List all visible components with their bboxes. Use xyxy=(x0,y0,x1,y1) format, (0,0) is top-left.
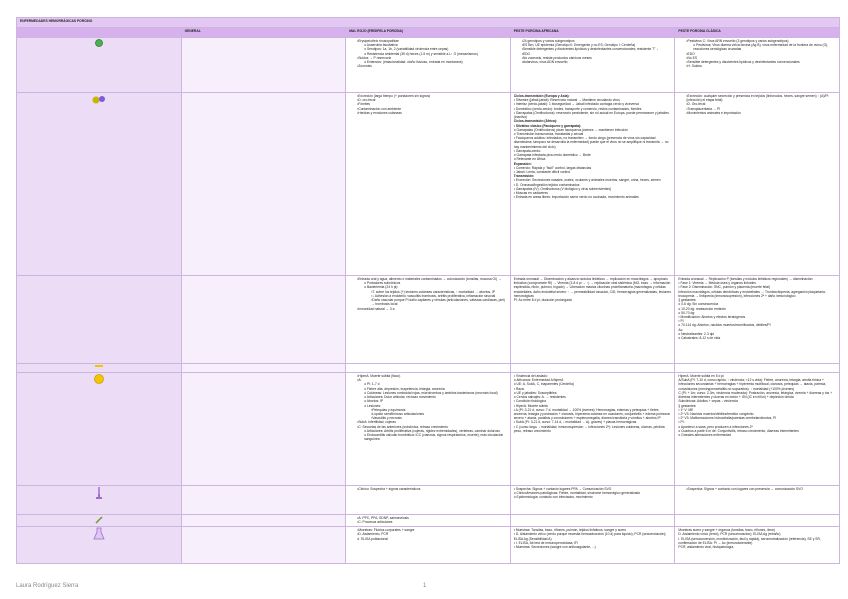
text-line: § gestantes: xyxy=(678,403,697,408)
header-row xyxy=(17,28,840,38)
row-icon-cell xyxy=(17,486,182,515)
list-item xyxy=(357,277,507,307)
bullet-list xyxy=(686,43,836,51)
text-line: HiperA: Muerte súbita en 5 d pi xyxy=(678,374,724,378)
list-item-text: Cutáneas: Lesiones romboidal rojas, microtrombos y ámbitos bacterianos (necrosis focal) xyxy=(366,390,498,395)
list-item xyxy=(693,43,836,51)
mal-rojo-cell xyxy=(346,276,511,364)
list-item xyxy=(686,111,836,115)
list-item xyxy=(357,425,507,442)
table-row xyxy=(17,515,840,527)
list-item-text: Abortos: IP xyxy=(366,399,384,404)
general-cell xyxy=(181,373,346,486)
text-line: Transmisión: xyxy=(513,174,535,179)
table-row xyxy=(17,527,840,564)
text-line: • D. Aislamiento vírico (cerdo porque necesita hemoadsorción (10 d) para líquido); PCR (secuenciación); ELISA Ag (Sensibilidad A) xyxy=(513,532,667,541)
text-line: I. ELISA (seroconversión, monitorización, fácil y rápida), seroneutralización (referencia), SE y SR, confirmación de ELISA: PI → Ac (inmunotolerante) xyxy=(678,536,821,545)
list-item-text: Excreción: cualquier secreción y presencia en tejidos (linfonodos, heces, sangre semen) ↑ (A)/PI (infección) el etapa fetal) xyxy=(686,94,829,103)
text-line: Expansión: xyxy=(513,161,532,166)
text-line: • Garrapatas (Ornithodoros): reservorio persistente, sin rol actual en Europa, puede permanecer y jabalíes (inactivo) xyxy=(513,110,669,120)
list-item xyxy=(357,39,507,56)
ppc-cell xyxy=(675,527,840,564)
header-mal-rojo: MAL ROJO (ERISIPELA PORCINA) xyxy=(346,28,511,38)
header-ppc: PESTE PORCINA CLÁSICA xyxy=(675,28,840,38)
ppc-cell xyxy=(675,486,840,515)
text-line: Entrada oronasal → Replicación P (tonsilas y nódulos linfáticos regionales) → diseminación: xyxy=(678,277,814,281)
flask-icon xyxy=(93,538,105,542)
text-line: § gestantes: xyxy=(678,298,697,303)
list-item-text: Pestivirus; Virus diarrea vírica bovina (Ag B), virus enfermedad de la frontera de ovino (O), reacciones serológicas cruzadas xyxy=(693,43,829,52)
text-line: PI: Ac entre 8 d pi, duración prolongada xyxy=(513,298,572,303)
text-line: Muestras suero y sangre + órganos (tonsilas, bazo, riñones, íleon) xyxy=(678,528,776,533)
list-item-text: No ES xyxy=(687,55,698,60)
list-item-text: H. Suidos xyxy=(687,64,702,69)
bullet-list xyxy=(357,281,507,306)
ppc-cell xyxy=(675,93,840,276)
text-line: Entrada oronasal → Diseminación y alcanza nódulos linfáticos → replicación en macrófagos → apoptosis linfocitos (compromete RI) → Viremia (3-8 d pi → ↑) → replicación viral sistémica (MG, bazo → información espléndida, ribón, pulmón, hígado) → Liberación masiva citocinas proinflamatoria (macrófagos y células endoteliales, daño endotelial severo ↑ → permeabilidad vascular, CID, hemorragias generalizadas, lesiones hemorrágicas xyxy=(513,277,671,298)
text-line: • Sospecha: Signos + contacto lugares PPA → Comunicación SVO xyxy=(513,487,612,491)
text-line: o UE y jabalíes: Susceptibles xyxy=(513,390,557,395)
ppc-cell xyxy=(675,38,840,93)
list-item-text: Portadores subclínicos xyxy=(366,281,401,286)
bullet-list xyxy=(349,39,507,69)
text-line: o 10-20 dg: reabsorción embrión xyxy=(678,306,727,311)
list-item-text: Asfarvirus, virus ADN envuelto xyxy=(522,60,568,65)
text-line: o Cerdos salvajes: A. → resistentes xyxy=(513,395,566,400)
list-item-text: Endocarditis valvular trombótica: ICC (cianosis, signos respiratorios, muerte), más circulación sanguínea xyxy=(364,433,504,442)
list-item-text: ES Brn; UE epidemia (Genotipo II: Emergente y no ES; Genotipo I: Cerdeña) xyxy=(522,43,636,48)
ppc-cell xyxy=(675,515,840,527)
table-row xyxy=(17,364,840,373)
microscope-icon xyxy=(94,497,104,501)
text-line: o Neutralizantes: 2-3 dpi xyxy=(678,331,715,336)
mal-rojo-cell xyxy=(346,38,511,93)
text-line: o Garrapatas (Ornithodoros) pican facóqueros jóvenes → mantienen infección xyxy=(513,127,628,132)
footer-author: Laura Rodríguez Sierra xyxy=(16,583,79,589)
text-line: • HiperA: Muerte súbita xyxy=(513,403,548,408)
row-icon-cell xyxy=(17,364,182,373)
text-line: o Aparienci a sana, pero producen a infecciones 2ª xyxy=(678,424,753,429)
text-line: • Doméstico (cerdo-cerdo): brotes, transporte y comercio, restos contaminados, fómites xyxy=(513,106,642,111)
list-item xyxy=(357,111,507,115)
list-item-text: ↓ Adhesión a endotelio: vasculitis trombosis, artritis proliferativa, inflamación sinovial xyxy=(372,293,496,298)
list-item xyxy=(686,64,836,68)
page-number: 1 xyxy=(423,583,427,589)
list-item-text: Excreción (largo tiempo (+ portadores sin signos) xyxy=(358,94,431,98)
text-line: • D. Oronasal/ingestión tejidos contaminados xyxy=(513,182,580,187)
list-item xyxy=(357,378,507,420)
mal-rojo-cell xyxy=(346,515,511,527)
header-icon-cell xyxy=(17,28,182,38)
text-line: ▪ 1º V: ME xyxy=(678,407,694,412)
bullet-list xyxy=(678,94,836,115)
yellow-dot-icon xyxy=(93,382,105,386)
list-item xyxy=(357,487,507,491)
general-cell xyxy=(181,515,346,527)
table-row xyxy=(17,373,840,486)
row-icon-cell xyxy=(17,515,182,527)
ppa-cell xyxy=(510,276,675,364)
list-item xyxy=(364,404,507,421)
list-item-text: Líquido serofibrinoso articulaciones xyxy=(372,411,425,416)
list-item-text: Sensible detergentes y disolventes lipídicos y desinfectantes convencionales xyxy=(687,60,800,65)
list-item-text: Muestras: Fluidos corporales + sangre xyxy=(358,528,415,533)
text-line: o Calostrales: 8-12 s de vida xyxy=(678,336,721,341)
list-item-text: I. ELISA poblacional xyxy=(358,536,388,541)
list-item-text: Entrada oral y agua, alimento o materiales contaminados → colonización (tonsilas, mucosa GI) → xyxy=(358,277,502,281)
list-item-text: C: Procesos articulares xyxy=(358,520,393,525)
list-item xyxy=(357,64,507,68)
minus-icon xyxy=(94,365,104,369)
list-item xyxy=(357,307,507,311)
mal-rojo-cell xyxy=(346,527,511,564)
list-item-text: Contaminación con ambiente xyxy=(358,106,402,111)
row-icon-cell xyxy=(17,93,182,276)
list-item-text: Heridas y erosiones cutáneas xyxy=(358,110,402,115)
list-item xyxy=(357,520,507,524)
list-item-text: Sospecha: Signos + contacto con lugares con presencia → comunicación SVO xyxy=(687,487,803,491)
text-line: o Grandes alteraciones enfermedad xyxy=(678,433,731,438)
green-dot-icon xyxy=(94,45,104,49)
text-line: • Excreción: Secreciones nasales, orales, oculares y animales muertos, sangre, orina, heces, semen xyxy=(513,178,661,183)
text-line: o Relevante en África xyxy=(513,157,546,162)
text-line: o Garrapata infectada pica cerdo doméstico → Brote xyxy=(513,153,591,158)
text-line: Ciclos-transmisión (África): xyxy=(513,119,558,124)
text-line: • Comercio: Rápida y "fácil" control, largas distancias xyxy=(513,165,592,170)
table-row xyxy=(17,93,840,276)
list-item-text: Sensible detergentes y disolventes lipídicos y desinfectantes convencionales; resistente T° ↓ xyxy=(522,47,658,52)
table-title-row xyxy=(17,18,840,28)
text-line: o 0-6 dg: Sin consecuencia xyxy=(678,302,719,307)
row-icon-cell xyxy=(17,276,182,364)
list-item-text: Zoonosis xyxy=(358,64,372,69)
row-icon-cell xyxy=(17,373,182,486)
list-item-text: D. Aislamiento, PCR xyxy=(358,532,389,537)
list-item xyxy=(364,433,507,441)
ppa-cell xyxy=(510,373,675,486)
list-item xyxy=(357,56,507,64)
text-line: o 70-114 dg: Abortos, nacidos muertos/momificados, débiles/PI xyxy=(678,323,771,328)
ppc-cell xyxy=(675,276,840,364)
text-line: C (PI: + 1m; curso: 2-3m, virulencia moderada): Postración, anorexia, letárgica, viremia + diarreas y tos + diarreas intermitentes y úlceras en botón + GN (IC en riñón) + depleción tímida xyxy=(678,390,833,400)
bullet-list xyxy=(678,487,836,491)
text-line: ▪ PI: xyxy=(678,420,685,425)
text-line: D. Aislamiento vírico (lento), PCR (secuenciación); ELISA Ag (rebaño) xyxy=(678,532,781,537)
ppa-cell xyxy=(510,515,675,527)
text-line: PCR, aislamiento viral, histopatología. xyxy=(678,545,735,550)
needle-icon xyxy=(94,522,104,526)
text-line: ▪ Momificación: Abortos y efectos teratógenos xyxy=(678,314,746,319)
ppc-cell xyxy=(675,373,840,486)
bullet-list xyxy=(357,429,507,442)
list-item xyxy=(686,487,836,491)
general-cell xyxy=(181,276,346,364)
text-line: o UE: A, SubA, C, inaparentes (Cerdeña) xyxy=(513,382,574,387)
text-line: ▪ PI xyxy=(678,319,684,324)
text-line: • Muestras: Secreciones (sangre con anticoagulante, ...) xyxy=(513,545,596,550)
general-cell xyxy=(181,486,346,515)
list-item-text: T. sobre los tejidos (+) lesiones cutáneas características, ↑ mortalidad → abortos, IP xyxy=(372,289,496,294)
list-item-text: Serotipos: 1a, 1b, 2 (variabilidad virulencia entre cepas) xyxy=(366,47,449,52)
list-item-text: Pestivirus C: Virus ARN envuelto (3 genotipos y varios subgenotipos) xyxy=(687,39,789,43)
list-item-text: EDO xyxy=(687,51,695,56)
list-item-text: Articulares: Dolor articular, rechazo movimiento xyxy=(366,395,436,400)
bullet-list xyxy=(514,39,672,64)
mal-rojo-cell xyxy=(346,486,511,515)
bullet-list xyxy=(349,374,507,442)
list-item-text: A: PPC, PPA, SDNP, salmonelosis xyxy=(358,516,409,520)
ppc-cell xyxy=(675,364,840,373)
text-line: • Virulencia del aislado: xyxy=(513,374,548,378)
text-line: • Moscas en cadáveres xyxy=(513,191,548,196)
list-item-text: Vasculitis y necrosis xyxy=(372,416,402,421)
bullet-list xyxy=(349,94,507,115)
text-line: • Silvático clásico (Facóquero y garrapata): xyxy=(513,123,582,128)
list-item-text: Fiebre alta, depresión, inapetencia, letargia, anorexia xyxy=(366,386,445,391)
general-cell xyxy=(181,38,346,93)
text-line: • I. ELISA, Ab test de inmunoperoxidasa; IFI xyxy=(513,540,578,545)
text-line: o Clínico/lesiones patológicas: Fiebre, mortalidad, síndrome hemorrágico generalizado xyxy=(513,491,641,496)
list-item-text: Fómites xyxy=(358,102,371,107)
list-item-text: Transplacentaria → PI xyxy=(687,106,721,111)
list-item xyxy=(522,60,672,64)
text-line: • Garrapata-cerdo: xyxy=(513,148,541,153)
mal-rojo-cell xyxy=(346,373,511,486)
bullet-list xyxy=(357,43,507,56)
text-line: • C (curso largo, ↓ mortalidad; inmunosupresión → infecciones 2ª): Lesiones cutáneas, úlceras, pérdida peso, retraso crecimiento xyxy=(513,424,665,433)
text-line: • Raza: xyxy=(513,386,525,391)
text-line: ▪ 2º V3: Nacidos muertos/débiles/temblor congénito xyxy=(678,411,754,416)
list-item-text: Inmunidad natural → 3 a xyxy=(358,306,395,311)
ppa-cell xyxy=(510,38,675,93)
text-line: • Entrada en áreas libres: Importación carne cerdo no cocinada, movimiento animales xyxy=(513,195,639,200)
list-item xyxy=(364,285,507,306)
table-title: ENFERMEDADES HEMORRÁGICAS PORCINO xyxy=(17,18,840,28)
text-line: • Facóqueros adultos: infectados, no transmiten → fondo ciego (presencia de virus sin capacidad diseminarse, tampoco se desarrolla la enfermedad) puede que el virus no se amplifique ni transmita → no hay mantenimiento del ciclo) xyxy=(513,136,669,149)
list-item-text: Movimientos animales e importación xyxy=(687,110,741,115)
list-item-text: Anaerobia facultativa xyxy=(366,43,398,48)
list-item-text: C: Secuelas de las anteriores (subclínica, retraso crecimiento xyxy=(358,424,448,429)
list-item-text: PI: 1-7 d xyxy=(366,382,380,387)
text-line: A/SubA (PI: 7-10 d, curso rápido; ↑ virulencia; <12 s vida): Fiebre, anorexia, letargia, atrofia tímica + infecciones secundarias + hemorragias + hiperemia multifocal, cianosis, petequias → ataxia, paresia, convulsiones (meningoencefalitis no supurativa). ↑ mortalidad (+100% jóvenes) xyxy=(678,378,827,391)
general-cell xyxy=(181,93,346,276)
bullet-list xyxy=(349,528,507,541)
table-row xyxy=(17,276,840,364)
list-item-text: Petequias y equimosis xyxy=(372,407,406,412)
list-item-text: Bacteriemia (24 h pi): xyxy=(366,285,399,290)
ppa-cell xyxy=(510,93,675,276)
row-icon-cell xyxy=(17,38,182,93)
text-line: • A (PI: 3-21 d, curso: 7 d, mortalidad → 100% jóvenes): Hemorragias, edemas y petequias + fiebre, anorexia, letargia y postración + cianosis, hiperemia cutánea en ocasiones, conjuntivitis + edema pulmonar severo + ataxia, parálisis y convulsiones + esplenomegalia, diarrea transitoria y vómitos + abortos IP xyxy=(513,407,671,421)
bullet-list xyxy=(349,277,507,311)
list-item-text: Erysipelothrix rhusiopathiae xyxy=(358,39,399,43)
list-item-text: Daño vascular porque Pi daño capilares y vénulas (articulaciones, válvulas cardíacas, piel) → trombosis local xyxy=(371,298,505,307)
header-ppa: PESTE PORCINA AFRICANA xyxy=(510,28,675,38)
sprout-icon xyxy=(91,102,107,106)
text-line: • Condición fisiológica xyxy=(513,399,546,404)
general-cell xyxy=(181,364,346,373)
list-item-text: D. Oro-fecal xyxy=(687,102,706,107)
text-line: ▪ 2º V3: Malformaciones hidrocefalia/paresias cerebelar/abortos, PI xyxy=(678,416,777,421)
ppa-cell xyxy=(510,486,675,515)
bullet-list xyxy=(349,516,507,524)
text-line: o Africanos: Enfermedad A/hiperA xyxy=(513,378,564,383)
ppa-cell xyxy=(510,527,675,564)
list-item xyxy=(371,298,507,306)
text-line: • Interfaz (cerdo-jabalí): 1 bioseguridad → Jabalí infectado contagia cerdo y viceversa xyxy=(513,102,639,107)
list-item-text: Articulares: Artritis proliferativa (cojeras, rigidez extremidades), vértebras, caminar doloroso xyxy=(366,428,500,433)
text-line: o Epidemiología: contacto con infectados, movimiento xyxy=(513,495,593,500)
mal-rojo-cell xyxy=(346,93,511,276)
text-line: • SubA (PI: 3-21 d, curso: 7-14 d, ↓ mortalidad → A(- graves) + placas hemorrágicas xyxy=(513,420,637,425)
list-item xyxy=(357,537,507,541)
bullet-list xyxy=(678,39,836,69)
header-general: GENERAL xyxy=(181,28,346,38)
disease-table xyxy=(16,17,840,564)
bullet-list xyxy=(357,382,507,420)
list-item-text: D. oro-fecal xyxy=(358,98,376,103)
text-line: o Cuadros a partir 6 m de: Conjuntivitis, retraso crecimiento, diarreas intermitentes xyxy=(678,428,799,433)
bullet-list xyxy=(364,290,507,307)
list-item xyxy=(522,47,672,51)
row-icon-cell xyxy=(17,527,182,564)
text-line: • Fase 1: Viremia → Médula ósea y órganos linfoides xyxy=(678,281,756,286)
list-item-text: Lesiones: xyxy=(366,403,382,408)
text-line: • Muestras: Tonsilas, bazo, riñones, pulmón, tejidos linfáticos, sangre y suero xyxy=(513,528,627,533)
ppa-cell xyxy=(510,364,675,373)
text-line: Infección macrófagos, células dendríticas y endoteliales → Trombocitopenia, agregación plaquetaria, leucopenia → linfopenia (inmunosupresión), infecciones 2ª + daño inmunológico xyxy=(678,289,826,298)
text-line: o 50-70 dg: xyxy=(678,310,696,315)
text-line: • Silvestre (jabalí-jabalí): Reservorio natural → Mantiene circulando virus xyxy=(513,98,620,103)
text-line: Subclínicas: Adultos + cepas ↓ virulencia xyxy=(678,399,738,404)
list-item-text: EDO xyxy=(522,51,531,56)
text-line: Ciclos-transmisión (Europa y Asia): xyxy=(513,94,570,98)
list-item xyxy=(686,39,836,52)
list-item xyxy=(686,94,836,102)
table-row xyxy=(17,38,840,93)
list-item-text: Extensivo: (estacionalidad: otoño lluvioso, entrada en montanera) xyxy=(366,60,463,65)
text-line: • Garrapatas (IV): Ornithodoros (V biológico y virus sobrevivientes) xyxy=(513,186,612,191)
text-line: • Jabalí: Lenta, constante difícil control xyxy=(513,169,571,174)
text-line: Ac: xyxy=(678,327,684,332)
text-line: • Fase 2: Diseminación: SNC, pulmón y placenta (muerte fetal) xyxy=(678,285,771,290)
list-item-text: A: xyxy=(358,378,362,383)
list-item-text: No zoonosis, resiste productos cárnicos meses xyxy=(522,55,592,60)
bullet-list xyxy=(349,487,507,491)
list-item-text: 24 genotipos y varios subgenotipos xyxy=(522,39,575,43)
text-line: o Transmisión transovárica, transtadial y sexual xyxy=(513,131,584,136)
table-row xyxy=(17,486,840,515)
mal-rojo-cell xyxy=(346,364,511,373)
list-item-text: HiperA: Muerte súbita (flaco) xyxy=(358,374,401,378)
list-item-text: Suidos → P reservorio xyxy=(358,55,392,60)
list-item-text: Clínico: Sospecha + signos característicos xyxy=(358,487,421,491)
list-item-text: SubA: Infertilidad, cojeras xyxy=(358,420,396,425)
list-item-text: Resistencia ambiental (35 d) heces (1-5 m) y sensible a L↑ O (mecanismos) xyxy=(366,51,478,56)
general-cell xyxy=(181,527,346,564)
bullet-list xyxy=(364,408,507,421)
